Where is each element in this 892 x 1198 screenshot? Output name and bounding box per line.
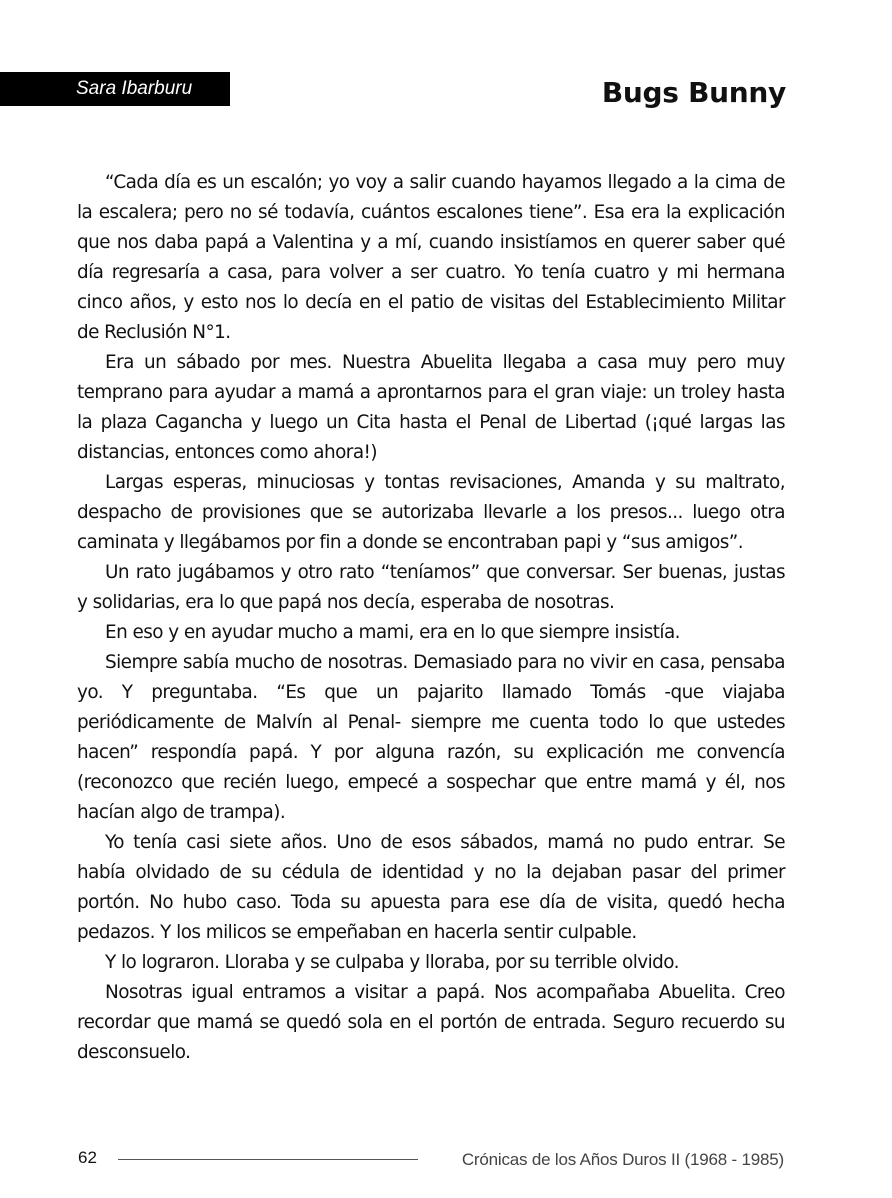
author-name: Sara Ibarburu bbox=[76, 78, 193, 99]
paragraph: Siempre sabía mucho de nosotras. Demasiado para no vivir en casa, pensaba yo. Y preguntaba. “Es que un pajarito llamado Tomás -que viajaba periódicamente de Malvín al Penal- siempre me cuenta todo lo que ustedes hacen” respondía papá. Y por alguna razón, su explicación me convencía (reconozco que recién luego, empecé a sospechar que entre mamá y él, nos hacían algo de trampa). bbox=[77, 652, 785, 823]
paragraph: Yo tenía casi siete años. Uno de esos sábados, mamá no pudo entrar. Se había olvidado de su cédula de identidad y no la dejaban pasar del primer portón. No hubo caso. Toda su apuesta para ese día de visita, quedó hecha pedazos. Y los milicos se empeñaban en hacerla sentir culpable. bbox=[77, 832, 785, 943]
paragraph: Un rato jugábamos y otro rato “teníamos” que conversar. Ser buenas, justas y solidarias, era lo que papá nos decía, esperaba de nosotras. bbox=[77, 562, 785, 613]
author-tab bbox=[0, 72, 230, 106]
paragraph: Y lo lograron. Lloraba y se culpaba y lloraba, por su terrible olvido. bbox=[105, 952, 679, 973]
paragraph: Nosotras igual entramos a visitar a papá. Nos acompañaba Abuelita. Creo recordar que mamá se quedó sola en el portón de entrada. Seguro recuerdo su desconsuelo. bbox=[77, 982, 785, 1063]
chapter-title: Bugs Bunny bbox=[601, 76, 786, 109]
body-text bbox=[77, 168, 785, 1068]
page-number: 62 bbox=[78, 1148, 97, 1167]
footer-divider bbox=[118, 1159, 418, 1160]
paragraph: “Cada día es un escalón; yo voy a salir cuando hayamos llegado a la cima de la escalera; pero no sé todavía, cuántos escalones tiene”. Esa era la explicación que nos daba papá a Valentina y a mí, cuando insistíamos en querer saber qué día regresaría a casa, para volver a ser cuatro. Yo tenía cuatro y mi hermana cinco años, y esto nos lo decía en el patio de visitas del Establecimiento Militar de Reclusión N°1. bbox=[77, 172, 785, 343]
running-footer-title: Crónicas de los Años Duros II (1968 - 1985) bbox=[461, 1150, 784, 1169]
paragraph: Era un sábado por mes. Nuestra Abuelita llegaba a casa muy pero muy temprano para ayudar a mamá a aprontarnos para el gran viaje: un troley hasta la plaza Cagancha y luego un Cita hasta el Penal de Libertad (¡qué largas las distancias, entonces como ahora!) bbox=[77, 352, 785, 463]
paragraph: En eso y en ayudar mucho a mami, era en lo que siempre insistía. bbox=[105, 622, 680, 643]
paragraph: Largas esperas, minuciosas y tontas revisaciones, Amanda y su maltrato, despacho de provisiones que se autorizaba llevarle a los presos... luego otra caminata y llegábamos por fin a donde se encontraban papi y “sus amigos”. bbox=[77, 472, 785, 553]
